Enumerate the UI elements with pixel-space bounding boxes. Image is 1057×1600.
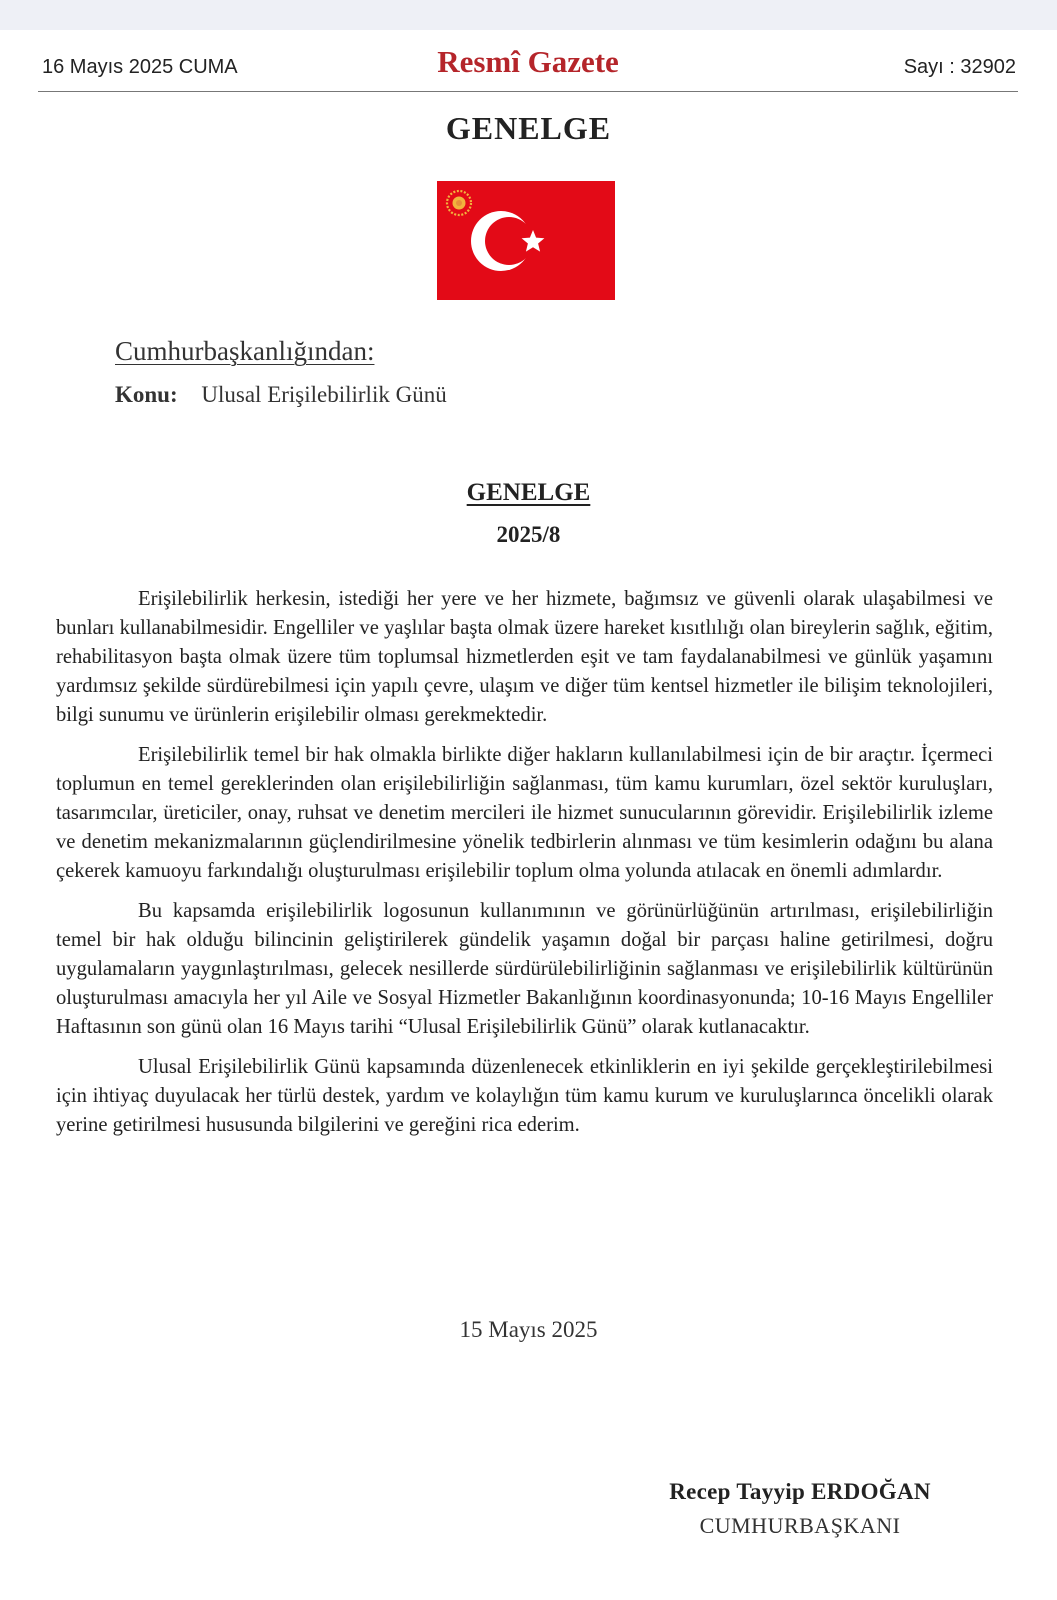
body-paragraph: Bu kapsamda erişilebilirlik logosunun kullanımının ve görünürlüğünün artırılması, erişilebilirliğin temel bir hak olduğu bilincinin geliştirilerek gündelik yaşamın doğal bir parçası haline getirilmesi, doğru uygulamaların yaygınlaştırılması, gelecek nesillerde sürdürülebilirliğinin sağlanması ve erişilebilirlik kültürünün oluşturulması amacıyla her yıl Aile ve Sosyal Hizmetler Bakanlığının koordinasyonunda; 10-16 Mayıs Engelliler Haftasının son günü olan 16 Mayıs tarihi “Ulusal Erişilebilirlik Günü” olarak kutlanacaktır.: [56, 900, 993, 1038]
subject-label: Konu:: [115, 382, 178, 407]
body-paragraph: Erişilebilirlik herkesin, istediği her yere ve her hizmete, bağımsız ve güvenli olarak ulaşabilmesi ve bunları kullanabilmesidir. Engelliler ve yaşlılar başta olmak üzere hareket kısıtlılığı olan bireylerin sağlık, eğitim, rehabilitasyon başta olmak üzere tüm toplumsal hizmetlerden eşit ve tam faydalanabilmesi ve günlük yaşamını yardımsız şekilde sürdürebilmesi için yapılı çevre, ulaşım ve diğer tüm kentsel hizmetler ile bilişim teknolojileri, bilgi sunumu ve ürünlerin erişilebilir olması gerekmektedir.: [56, 588, 993, 726]
body-paragraph: Ulusal Erişilebilirlik Günü kapsamında düzenlenecek etkinliklerin en iyi şekilde gerçekleştirilebilmesi için ihtiyaç duyulacak her türlü destek, yardım ve kolaylığın tüm kamu kurum ve kuruluşlarınca öncelikli olarak yerine getirilmesi hususunda bilgilerini ve gereğini rica ederim.: [56, 1056, 993, 1136]
signer-title: CUMHURBAŞKANI: [699, 1513, 901, 1538]
issue-number: Sayı : 32902: [903, 56, 1016, 78]
body-paragraph: Erişilebilirlik temel bir hak olmakla birlikte diğer hakların kullanılabilmesi için de bir araçtır. İçermeci toplumun en temel gereklerinden olan erişilebilirliğin sağlanması, tüm kamu kurumları, özel sektör kuruluşları, tasarımcılar, üreticiler, onay, ruhsat ve denetim mercileri ile hizmet sunucularının görevidir. Erişilebilirlik izleme ve denetim mekanizmalarının güçlendirilmesine yönelik tedbirlerin alınması ve tüm kesimlerin odağını bu alana çekerek kamuoyu farkındalığı oluşturulması erişilebilir toplum olma yolunda atılacak en önemli adımlardır.: [56, 744, 993, 882]
circular-number: 2025/8: [496, 522, 561, 547]
signer-name: Recep Tayyip ERDOĞAN: [669, 1479, 931, 1504]
publication-date: 16 Mayıs 2025 CUMA: [42, 56, 238, 78]
header-divider: [38, 91, 1018, 92]
turkish-flag-icon: [437, 181, 615, 300]
top-band: [0, 0, 1057, 30]
circular-title: GENELGE: [466, 479, 591, 506]
signature-block: [600, 1479, 1000, 1539]
signature-date: 15 Mayıs 2025: [459, 1317, 598, 1342]
subject-value: Ulusal Erişilebilirlik Günü: [201, 382, 447, 407]
subject-line: [115, 382, 447, 408]
publication-title: Resmî Gazete: [437, 44, 619, 79]
gazette-header: [38, 44, 1018, 90]
sender-office: Cumhurbaşkanlığından:: [115, 336, 375, 366]
circular-body: [56, 585, 993, 1151]
document-type-heading: GENELGE: [445, 110, 612, 146]
